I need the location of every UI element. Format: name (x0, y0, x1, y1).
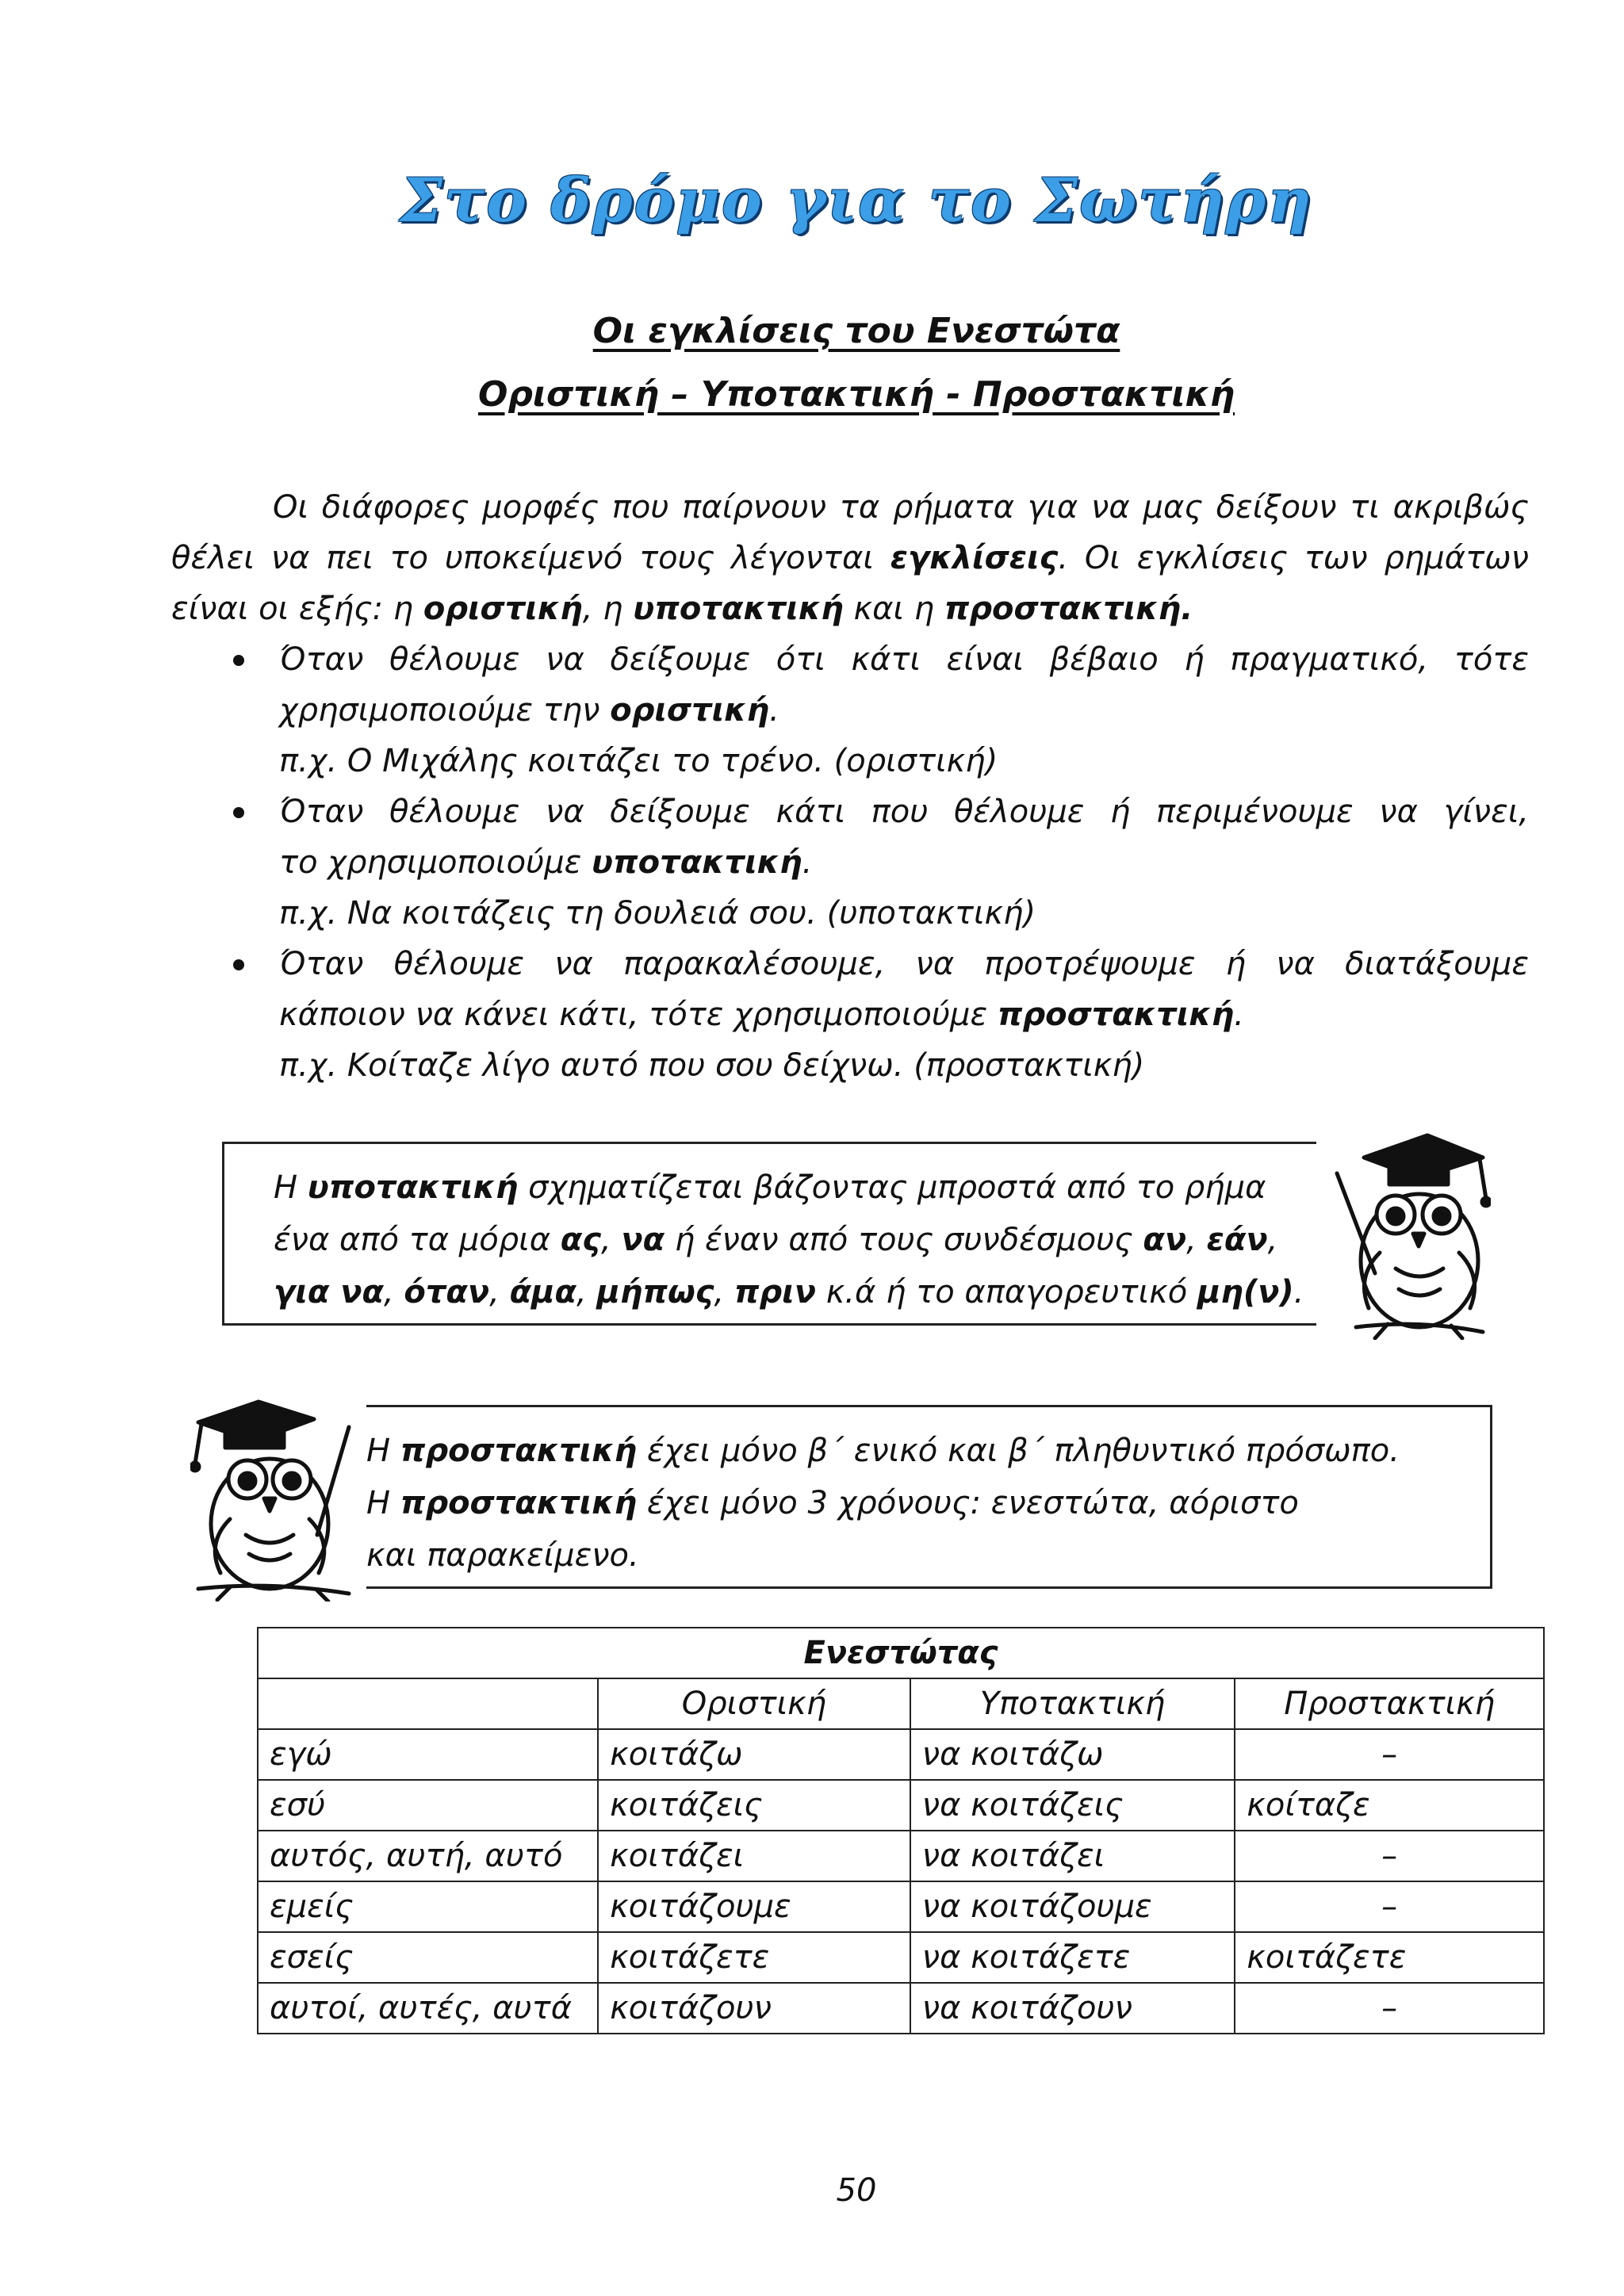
table-cell: κοιτάζετε (1235, 1932, 1544, 1983)
section-subtitle: Οι εγκλίσεις του Ενεστώτα (592, 311, 1120, 351)
table-heading-row (258, 1628, 1544, 1678)
table-cell: κοιτάζω (598, 1729, 910, 1780)
table-cell: κοιτάζεις (598, 1780, 910, 1831)
table-cell: εμείς (258, 1881, 598, 1932)
page-number: 50 (836, 2172, 877, 2209)
bullet-indicative: Όταν θέλουμε να δείξουμε ότι κάτι είναι βέβαιο ή πραγματικό, τότε χρησιμοποιούμε την οριστική. π.χ. Ο Μιχάλης κοιτάζει το τρένο. (οριστική) (279, 634, 1529, 786)
table-cell: να κοιτάζουν (910, 1983, 1235, 2034)
imperative-note-text: Η προστακτική έχει μόνο β΄ ενικό και β΄ πληθυντικό πρόσωπο. Η προστακτική έχει μόνο 3 χρόνους: ενεστώτα, αόριστο και παρακείμενο. (366, 1433, 1400, 1574)
table-row (258, 1831, 1544, 1881)
table-cell: – (1235, 1831, 1544, 1881)
owl-teacher-icon (190, 1395, 357, 1601)
table-cell: εγώ (258, 1729, 598, 1780)
section-subtitle-moods: Οριστική – Υποτακτική - Προστακτική (477, 374, 1235, 415)
bullet-dot (233, 807, 244, 818)
table-cell: – (1235, 1881, 1544, 1932)
column-header: Οριστική (598, 1678, 910, 1729)
table-cell: κοίταζε (1235, 1780, 1544, 1831)
table-row (258, 1780, 1544, 1831)
table-row (258, 1983, 1544, 2034)
table-cell: αυτοί, αυτές, αυτά (258, 1983, 598, 2034)
table-cell: κοιτάζουμε (598, 1881, 910, 1932)
column-header: Υποτακτική (910, 1678, 1235, 1729)
intro-paragraph: Οι διάφορες μορφές που παίρνουν τα ρήματα για να μας δείξουν τι ακριβώς θέλει να πει το υποκείμενό τους λέγονται εγκλίσεις. Οι εγκλίσεις των ρημάτων είναι οι εξής: η οριστική, η υποτακτική και η προστακτική. (171, 489, 1530, 627)
bullet-dot (233, 655, 244, 666)
table-cell: κοιτάζει (598, 1831, 910, 1881)
owl-teacher-icon (1332, 1126, 1491, 1340)
table-cell: – (1235, 1983, 1544, 2034)
column-header (258, 1678, 598, 1729)
table-row (258, 1729, 1544, 1780)
table-cell: εσείς (258, 1932, 598, 1983)
table-cell: – (1235, 1729, 1544, 1780)
table-cell: αυτός, αυτή, αυτό (258, 1831, 598, 1881)
table-cell: να κοιτάζεις (910, 1780, 1235, 1831)
table-heading: Ενεστώτας (258, 1628, 1544, 1678)
subjunctive-note-box (222, 1142, 1316, 1326)
imperative-note-box (366, 1405, 1492, 1589)
page-title: Στο δρόμο για το Σωτήρη (400, 165, 1313, 235)
table-row (258, 1881, 1544, 1932)
table-cell: κοιτάζετε (598, 1932, 910, 1983)
bullet-example: π.χ. Κοίταζε λίγο αυτό που σου δείχνω. (προστακτική) (279, 1047, 1145, 1084)
table-cell: να κοιτάζω (910, 1729, 1235, 1780)
table-cell: να κοιτάζετε (910, 1932, 1235, 1983)
subjunctive-note-text: Η υποτακτική σχηματίζεται βάζοντας μπροστά από το ρήμα ένα από τα μόρια ας, να ή έναν από τους συνδέσμους αν, εάν, για να, όταν, άμα, μήπως, πριν κ.ά ή το απαγορευτικό μη(ν). (274, 1169, 1304, 1311)
present-tense-conjugation-table (257, 1627, 1545, 2034)
bullet-imperative: Όταν θέλουμε να παρακαλέσουμε, να προτρέψουμε ή να διατάξουμε κάποιον να κάνει κάτι, τότε χρησιμοποιούμε προστακτική. π.χ. Κοίταζε λίγο αυτό που σου δείχνω. (προστακτική) (279, 939, 1529, 1091)
bullet-example: π.χ. Ο Μιχάλης κοιτάζει το τρένο. (οριστική) (279, 743, 998, 779)
table-cell: να κοιτάζουμε (910, 1881, 1235, 1932)
bullet-example: π.χ. Να κοιτάζεις τη δουλειά σου. (υποτακτική) (279, 895, 1036, 932)
table-cell: εσύ (258, 1780, 598, 1831)
bullet-dot (233, 959, 244, 970)
table-cell: να κοιτάζει (910, 1831, 1235, 1881)
column-header: Προστακτική (1235, 1678, 1544, 1729)
table-cell: κοιτάζουν (598, 1983, 910, 2034)
mood-bullet-list (279, 634, 1529, 1091)
bullet-subjunctive: Όταν θέλουμε να δείξουμε κάτι που θέλουμε ή περιμένουμε να γίνει, το χρησιμοποιούμε υποτακτική. π.χ. Να κοιτάζεις τη δουλειά σου. (υποτακτική) (279, 786, 1529, 939)
table-header-row (258, 1678, 1544, 1729)
table-row (258, 1932, 1544, 1983)
